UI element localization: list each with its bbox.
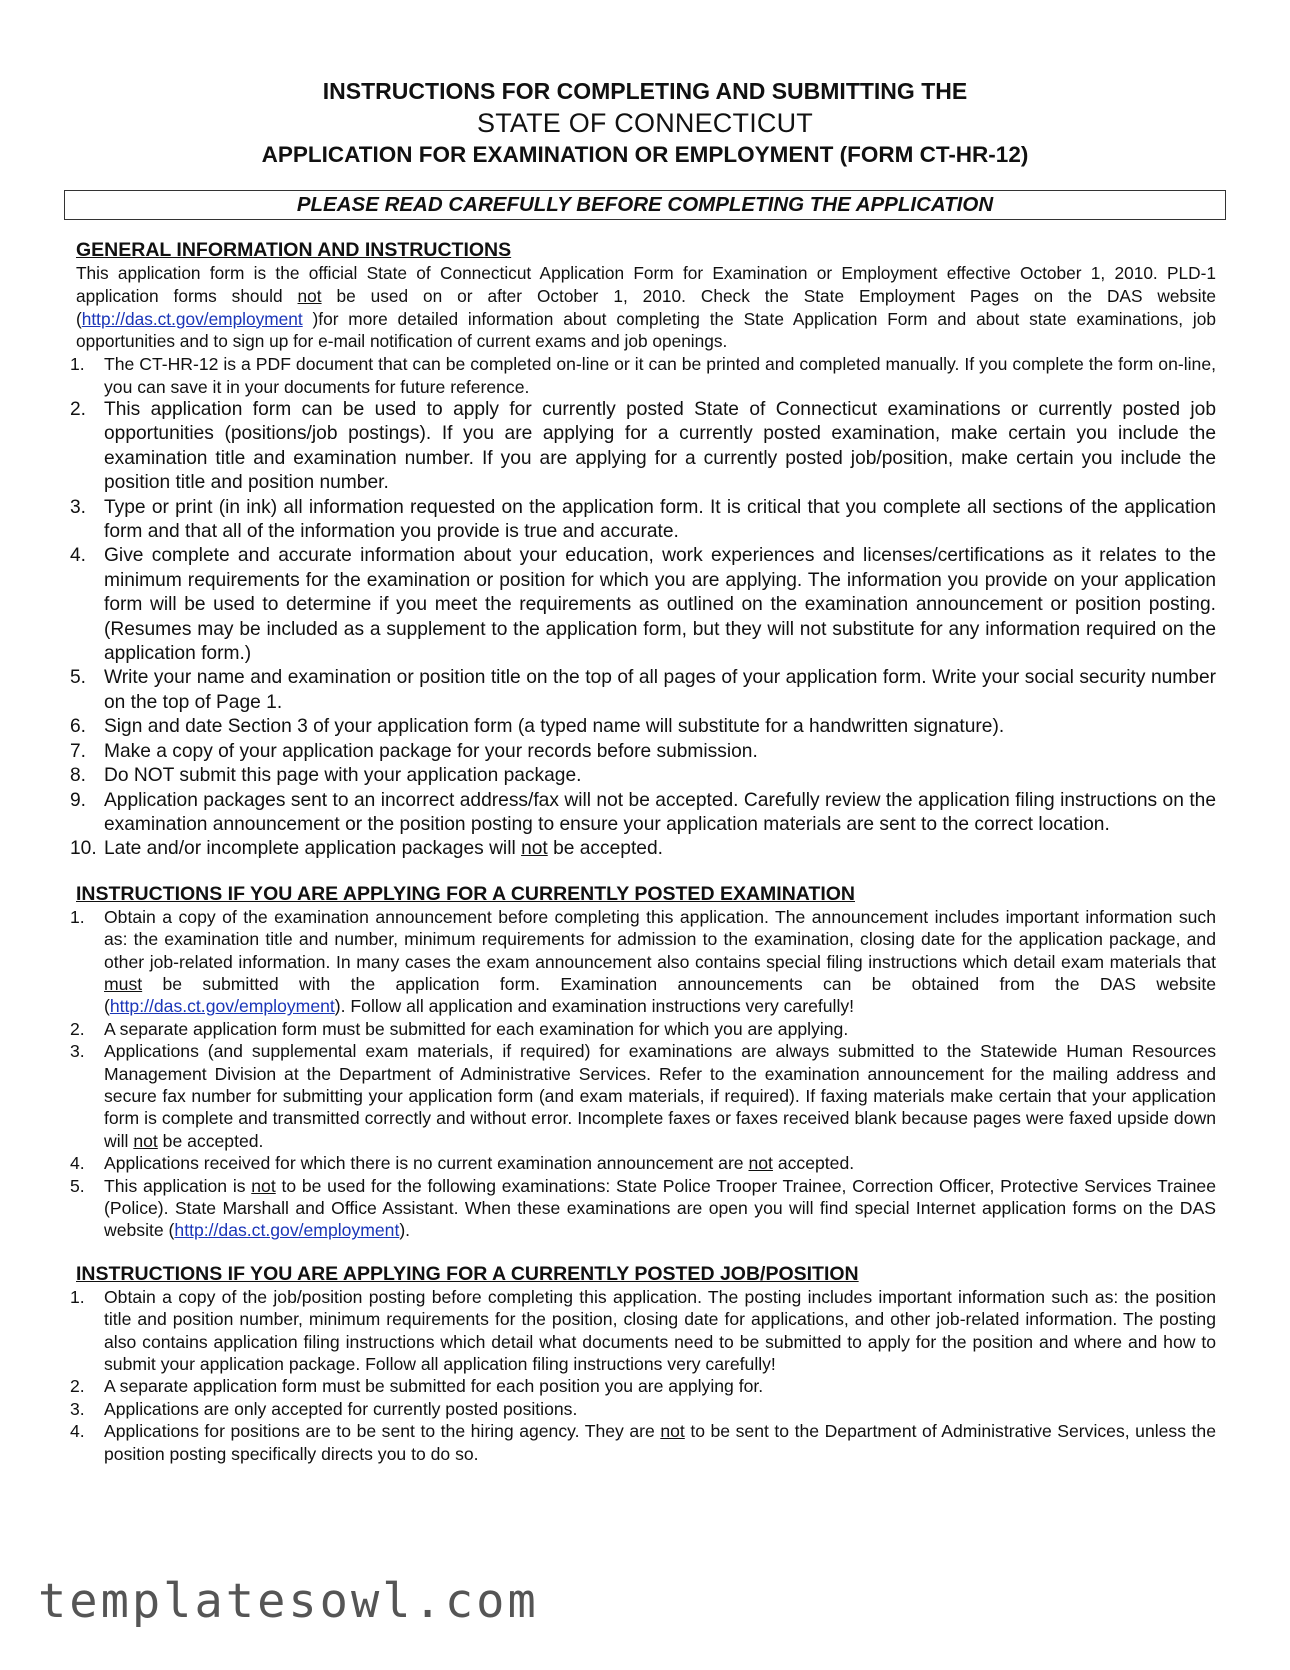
title-line-1: INSTRUCTIONS FOR COMPLETING AND SUBMITTING THE	[322, 78, 968, 104]
list-item	[70, 1375, 1216, 1397]
general-heading: GENERAL INFORMATION AND INSTRUCTIONS	[76, 239, 512, 261]
item-text: Application packages sent to an incorrect address/fax will not be accepted. Carefully review the application filing instructions on the examination announcement or the position posting to ensure your application materials are sent to the correct location.	[104, 789, 1216, 835]
das-employment-link[interactable]: http://das.ct.gov/employment	[109, 996, 335, 1017]
item-text: Sign and date Section 3 of your application form (a typed name will substitute for a handwritten signature).	[104, 716, 1005, 738]
intro-not: not	[297, 285, 322, 306]
item-not: not	[133, 1130, 158, 1151]
item-text-end: be accepted.	[547, 838, 663, 860]
item-text-end: to be sent to the Department of Administrative Services, unless the position posting specifically directs you to do so.	[104, 1421, 1216, 1464]
title-line-2: STATE OF CONNECTICUT	[477, 108, 813, 138]
list-item	[70, 1040, 1216, 1152]
item-not: not	[251, 1175, 276, 1196]
title-block	[64, 74, 1226, 172]
item-number: 10.	[70, 838, 97, 860]
list-item	[70, 906, 1216, 1018]
das-employment-link[interactable]: http://das.ct.gov/employment	[81, 308, 303, 329]
item-text: Make a copy of your application package for your records before submission.	[104, 740, 758, 762]
item-number: 1.	[70, 1286, 85, 1307]
document-body	[70, 238, 1216, 1465]
item-number: 2.	[70, 1376, 85, 1397]
list-item	[70, 1286, 1216, 1376]
intro-text-a: This application form is the official State of Connecticut Application Form for Examination or Employment effective October 1, 2010. PLD-1 application forms should	[76, 263, 1216, 306]
section-gap	[76, 862, 1216, 882]
intro-text-b: be used on or after October 1, 2010. Check the State Employment Pages on the DAS website (	[76, 285, 1216, 329]
list-item	[70, 1398, 1216, 1420]
list-item	[70, 398, 1216, 496]
list-item	[70, 837, 1216, 861]
list-item	[70, 544, 1216, 666]
item-text: This application form can be used to apply for currently posted State of Connecticut examinations or currently posted job opportunities (positions/job postings). If you are applying for a currently posted examination, make certain you include the examination title and examination number. If you are applying for a currently posted job/position, make certain you include the position title and position number.	[104, 399, 1216, 494]
list-item	[70, 353, 1216, 398]
list-item	[70, 1175, 1216, 1242]
exam-list	[70, 906, 1216, 1242]
read-carefully-notice: PLEASE READ CAREFULLY BEFORE COMPLETING THE APPLICATION	[64, 190, 1226, 220]
item-number: 9.	[70, 789, 87, 811]
item-number: 2.	[70, 1018, 85, 1039]
list-item	[70, 666, 1216, 715]
item-number: 5.	[70, 667, 87, 689]
das-employment-link[interactable]: http://das.ct.gov/employment	[174, 1220, 400, 1241]
title-line-3: APPLICATION FOR EXAMINATION OR EMPLOYMENT (FORM CT-HR-12)	[261, 142, 1029, 167]
job-list	[70, 1286, 1216, 1465]
item-number: 1.	[70, 354, 85, 375]
item-text: Obtain a copy of the job/position posting before completing this application. The posting includes important information such as: the position title and position number, minimum requirements for the position, closing date for applications, and other job-related information. The posting also contains application filing instructions which detail what documents need to be submitted to apply for the position and where and how to submit your application package. Follow all application filing instructions very carefully!	[104, 1286, 1216, 1375]
item-text: Applications (and supplemental exam materials, if required) for examinations are always submitted to the Statewide Human Resources Management Division at the Department of Administrative Services. Refer to the examination announcement for the mailing address and secure fax number for submitting your application form (and exam materials, if required). If faxing materials make certain that your application form is complete and transmitted correctly and without error. Incomplete faxes or faxes received blank because pages were faxed upside down will	[104, 1041, 1216, 1151]
item-not: not	[521, 838, 548, 860]
item-text-end: accepted.	[772, 1153, 855, 1174]
item-text: This application is	[104, 1175, 252, 1196]
item-number: 4.	[70, 1421, 85, 1442]
item-number: 3.	[70, 1398, 85, 1419]
list-item	[70, 1152, 1216, 1174]
item-not: not	[660, 1421, 685, 1442]
section-gap	[76, 1242, 1216, 1262]
list-item	[70, 1420, 1216, 1465]
list-item	[70, 789, 1216, 838]
item-text: The CT-HR-12 is a PDF document that can be completed on-line or it can be printed and completed manually. If you complete the form on-line, you can save it in your documents for future reference.	[104, 354, 1216, 397]
list-item	[70, 740, 1216, 764]
item-number: 8.	[70, 765, 87, 787]
item-number: 7.	[70, 740, 87, 762]
general-list	[70, 353, 1216, 862]
item-number: 2.	[70, 399, 87, 420]
item-text: A separate application form must be submitted for each examination for which you are applying.	[104, 1018, 849, 1039]
general-intro	[76, 262, 1216, 353]
list-item	[70, 496, 1216, 545]
item-number: 3.	[70, 496, 87, 518]
exam-heading: INSTRUCTIONS IF YOU ARE APPLYING FOR A CURRENTLY POSTED EXAMINATION	[76, 882, 855, 905]
watermark: templatesowl.com	[38, 1574, 539, 1629]
intro-text-c: )for more detailed information about completing the State Application Form and about state examinations, job opportunities and to sign up for e-mail notification of current exams and job openings.	[76, 308, 1216, 352]
item-number: 1.	[70, 906, 85, 927]
item-text: Do NOT submit this page with your application package.	[104, 765, 582, 787]
item-must: must	[104, 973, 143, 994]
list-item	[70, 715, 1216, 739]
item-text: to be used for the following examinations: State Police Trooper Trainee, Correction Officer, Protective Services Trainee (Police). State Marshall and Office Assistant. When these examinations are open you will find special Internet application forms on the DAS website (	[104, 1175, 1216, 1241]
item-text-end: be accepted.	[157, 1130, 264, 1151]
item-text: Give complete and accurate information about your education, work experiences and licenses/certifications as it relates to the minimum requirements for the examination or position for which you are applying. The information you provide on your application form will be used to determine if you meet the requirements as outlined on the examination announcement or position posting. (Resumes may be included as a supplement to the application form, but they will not substitute for any information required on the application form.)	[104, 545, 1216, 665]
item-number: 5.	[70, 1175, 85, 1196]
list-item	[70, 1018, 1216, 1040]
list-item	[70, 764, 1216, 788]
item-text: Late and/or incomplete application packages will	[104, 838, 522, 860]
item-number: 4.	[70, 1153, 85, 1174]
item-text-end: ).	[399, 1220, 411, 1241]
item-text: A separate application form must be submitted for each position you are applying for.	[104, 1376, 764, 1397]
item-text: Applications received for which there is no current examination announcement are	[104, 1153, 749, 1174]
item-text: Applications are only accepted for currently posted positions.	[104, 1398, 578, 1419]
item-text: Type or print (in ink) all information requested on the application form. It is critical that you complete all sections of the application form and that all of the information you provide is true and accurate.	[104, 496, 1216, 543]
item-text: Write your name and examination or position title on the top of all pages of your application form. Write your social security number on the top of Page 1.	[104, 667, 1216, 713]
item-number: 6.	[70, 716, 87, 738]
item-number: 4.	[70, 545, 87, 567]
item-text: Obtain a copy of the examination announcement before completing this application. The announcement includes important information such as: the examination title and number, minimum requirements for admission to the examination, closing date for the application package, and other job-related information. In many cases the exam announcement also contains special filing instructions which detail exam materials that	[104, 906, 1216, 972]
job-heading: INSTRUCTIONS IF YOU ARE APPLYING FOR A CURRENTLY POSTED JOB/POSITION	[76, 1262, 859, 1285]
item-number: 3.	[70, 1041, 85, 1062]
item-text-end: ). Follow all application and examination instructions very carefully!	[334, 996, 855, 1017]
item-text: Applications for positions are to be sent to the hiring agency. They are	[104, 1421, 661, 1442]
item-not: not	[748, 1153, 773, 1174]
item-text: be submitted with the application form. Examination announcements can be obtained from the DAS website (	[104, 973, 1216, 1017]
